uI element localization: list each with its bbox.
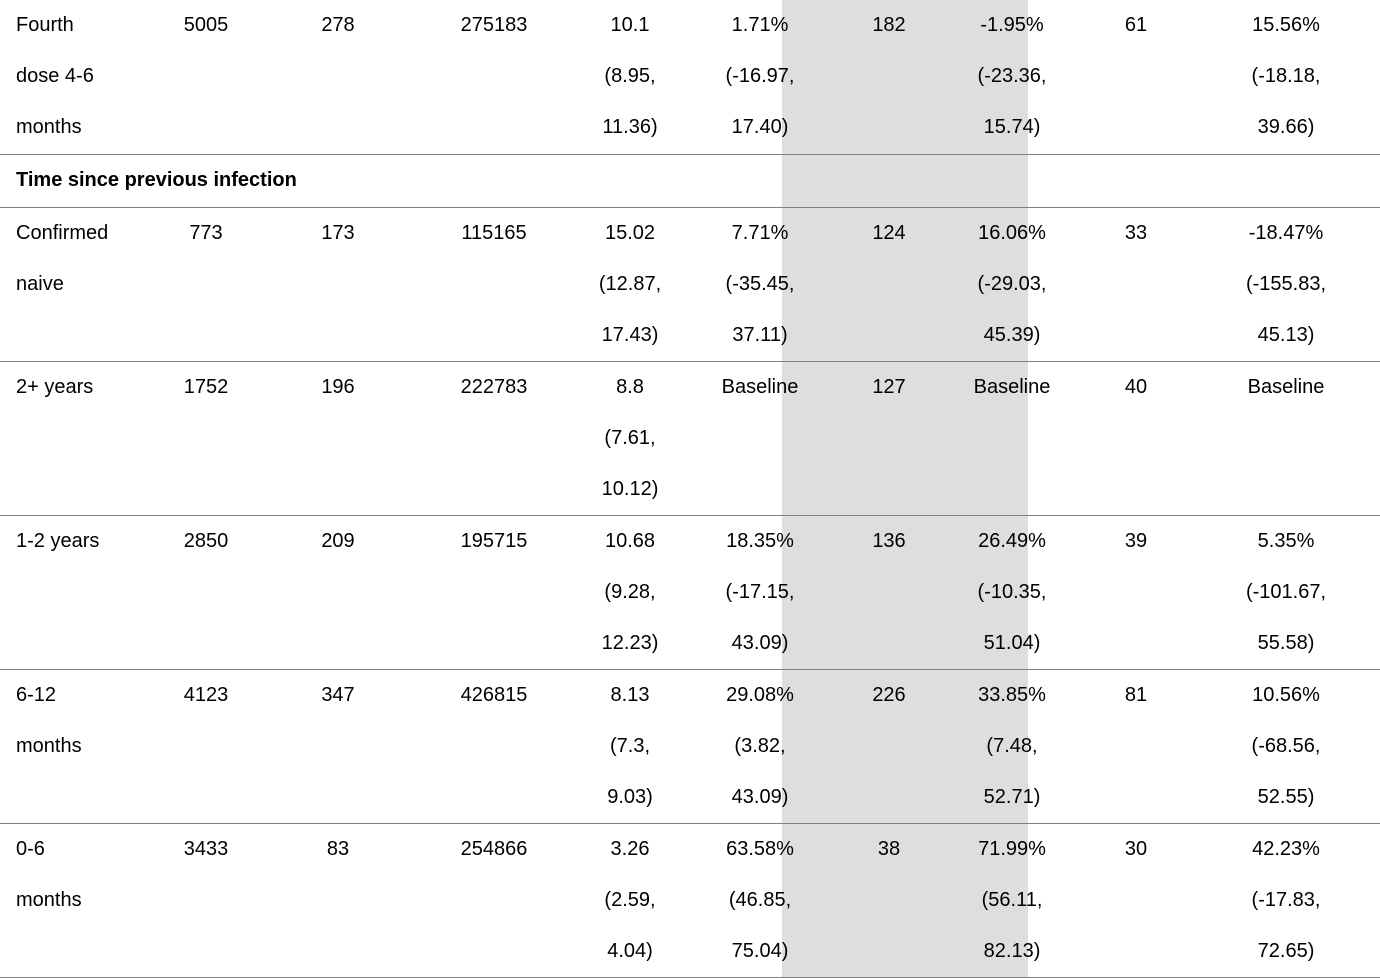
cell-line: 52.55) <box>1257 786 1315 808</box>
cell-line: 18.35% <box>726 530 794 552</box>
cell-line: 173 <box>321 222 355 244</box>
cell-line: months <box>16 116 82 138</box>
value-cell-col9 <box>1192 208 1380 362</box>
cell-line: 75.04) <box>731 940 789 962</box>
cell-line: 2850 <box>183 530 229 552</box>
value-cell-col7 <box>944 0 1080 155</box>
value-cell-col2 <box>262 670 414 824</box>
cell-line: 10.12) <box>601 478 659 500</box>
cell-line: 5.35% <box>1257 530 1315 552</box>
cell-line: naive <box>16 273 64 295</box>
cell-line: 2+ years <box>16 376 94 398</box>
value-cell-col4 <box>574 0 686 155</box>
value-cell-col2 <box>262 362 414 516</box>
value-cell-col7 <box>944 824 1080 978</box>
cell-line: 182 <box>872 14 906 36</box>
value-cell-col4 <box>574 208 686 362</box>
cell-line: 4123 <box>183 684 229 706</box>
cell-line: 81 <box>1124 684 1148 706</box>
cell-line: 5005 <box>183 14 229 36</box>
cell-line: 136 <box>872 530 906 552</box>
row-label-cell <box>0 516 150 670</box>
cell-line: 38 <box>877 838 901 860</box>
cell-line: 1752 <box>183 376 229 398</box>
cell-line: (7.61, <box>604 427 656 449</box>
cell-line: (-18.18, <box>1251 65 1321 87</box>
value-cell-col2 <box>262 516 414 670</box>
cell-line: 15.56% <box>1252 14 1320 36</box>
value-cell-col9 <box>1192 670 1380 824</box>
cell-line: 3.26 <box>610 838 650 860</box>
cell-line: (7.3, <box>609 735 651 757</box>
cell-line: Confirmed <box>16 222 109 244</box>
value-cell-col7 <box>944 362 1080 516</box>
cell-line: 226 <box>872 684 906 706</box>
cell-line: 10.56% <box>1252 684 1320 706</box>
cell-line: 51.04) <box>983 632 1041 654</box>
cell-line: (-155.83, <box>1245 273 1327 295</box>
cell-line: 1-2 years <box>16 530 100 552</box>
cell-line: 45.13) <box>1257 324 1315 346</box>
value-cell-col4 <box>574 362 686 516</box>
cell-line: 45.39) <box>983 324 1041 346</box>
value-cell-col7 <box>944 670 1080 824</box>
cell-line: 8.13 <box>610 684 650 706</box>
cell-line: 82.13) <box>983 940 1041 962</box>
value-cell-col3 <box>414 516 574 670</box>
value-cell-col1 <box>150 516 262 670</box>
cell-line: 426815 <box>460 684 528 706</box>
cell-line: Baseline <box>973 376 1051 398</box>
cell-line: months <box>16 889 82 911</box>
row-label-cell <box>0 362 150 516</box>
value-cell-col6 <box>834 670 944 824</box>
cell-line: 15.02 <box>604 222 656 244</box>
table-row <box>0 208 1380 362</box>
cell-line: 33.85% <box>978 684 1046 706</box>
cell-line: 3433 <box>183 838 229 860</box>
table-row <box>0 0 1380 155</box>
value-cell-col2 <box>262 0 414 155</box>
cell-line: 29.08% <box>726 684 794 706</box>
cell-line: 1.71% <box>731 14 789 36</box>
value-cell-col2 <box>262 824 414 978</box>
cell-line: 40 <box>1124 376 1148 398</box>
cell-line: 72.65) <box>1257 940 1315 962</box>
cell-line: dose 4-6 <box>16 65 94 87</box>
cell-line: 61 <box>1124 14 1148 36</box>
table-row <box>0 824 1380 978</box>
value-cell-col5 <box>686 516 834 670</box>
value-cell-col7 <box>944 208 1080 362</box>
value-cell-col5 <box>686 0 834 155</box>
cell-line: 30 <box>1124 838 1148 860</box>
value-cell-col3 <box>414 208 574 362</box>
cell-line: 17.43) <box>601 324 659 346</box>
cell-line: Fourth <box>16 14 74 36</box>
value-cell-col6 <box>834 0 944 155</box>
cell-line: 124 <box>872 222 906 244</box>
cell-line: 0-6 <box>16 838 45 860</box>
cell-line: (-17.15, <box>725 581 795 603</box>
value-cell-col9 <box>1192 0 1380 155</box>
value-cell-col2 <box>262 208 414 362</box>
cell-line: 16.06% <box>978 222 1046 244</box>
cell-line: 196 <box>321 376 355 398</box>
cell-line: -18.47% <box>1248 222 1324 244</box>
cell-line: (2.59, <box>604 889 656 911</box>
cell-line: (-17.83, <box>1251 889 1321 911</box>
value-cell-col8 <box>1080 0 1192 155</box>
cell-line: 39 <box>1124 530 1148 552</box>
section-title: Time since previous infection <box>16 169 297 191</box>
cell-line: (8.95, <box>604 65 656 87</box>
cell-line: Baseline <box>721 376 799 398</box>
row-label-cell <box>0 824 150 978</box>
value-cell-col5 <box>686 670 834 824</box>
cell-line: -1.95% <box>980 14 1044 36</box>
cell-line: 83 <box>326 838 350 860</box>
cell-line: 115165 <box>461 222 527 244</box>
value-cell-col1 <box>150 0 262 155</box>
cell-line: (56.11, <box>981 889 1043 911</box>
cell-line: (3.82, <box>734 735 786 757</box>
cell-line: 55.58) <box>1257 632 1315 654</box>
cell-line: 39.66) <box>1257 116 1315 138</box>
cell-line: 42.23% <box>1252 838 1320 860</box>
cell-line: (-10.35, <box>977 581 1047 603</box>
cell-line: 10.1 <box>610 14 650 36</box>
value-cell-col8 <box>1080 208 1192 362</box>
cell-line: 12.23) <box>601 632 659 654</box>
cell-line: (-23.36, <box>977 65 1047 87</box>
value-cell-col8 <box>1080 516 1192 670</box>
cell-line: 26.49% <box>978 530 1046 552</box>
value-cell-col1 <box>150 824 262 978</box>
cell-line: 63.58% <box>726 838 794 860</box>
cell-line: 37.11) <box>732 324 788 346</box>
cell-line: 15.74) <box>983 116 1041 138</box>
row-label-cell <box>0 670 150 824</box>
value-cell-col1 <box>150 670 262 824</box>
value-cell-col5 <box>686 824 834 978</box>
cell-line: 9.03) <box>607 786 653 808</box>
cell-line: 8.8 <box>616 376 644 398</box>
cell-line: (-35.45, <box>725 273 795 295</box>
value-cell-col5 <box>686 362 834 516</box>
value-cell-col1 <box>150 362 262 516</box>
cell-line: 222783 <box>460 376 528 398</box>
cell-line: (46.85, <box>728 889 792 911</box>
value-cell-col5 <box>686 208 834 362</box>
cell-line: (12.87, <box>598 273 662 295</box>
row-label-cell <box>0 208 150 362</box>
cell-line: 52.71) <box>983 786 1041 808</box>
table-row <box>0 670 1380 824</box>
cell-line: (-16.97, <box>725 65 795 87</box>
cell-line: 773 <box>189 222 223 244</box>
value-cell-col3 <box>414 0 574 155</box>
cell-line: 278 <box>321 14 355 36</box>
cell-line: 43.09) <box>731 786 789 808</box>
cell-line: (-68.56, <box>1251 735 1321 757</box>
cell-line: 7.71% <box>731 222 789 244</box>
cell-line: 43.09) <box>731 632 789 654</box>
cell-line: 347 <box>321 684 355 706</box>
cell-line: 33 <box>1124 222 1148 244</box>
value-cell-col7 <box>944 516 1080 670</box>
value-cell-col1 <box>150 208 262 362</box>
value-cell-col9 <box>1192 516 1380 670</box>
value-cell-col4 <box>574 516 686 670</box>
value-cell-col9 <box>1192 824 1380 978</box>
value-cell-col3 <box>414 670 574 824</box>
cell-line: 127 <box>872 376 906 398</box>
cell-line: Baseline <box>1247 376 1325 398</box>
cell-line: (9.28, <box>604 581 656 603</box>
cell-line: 209 <box>321 530 355 552</box>
row-label-cell <box>0 0 150 155</box>
value-cell-col3 <box>414 824 574 978</box>
value-cell-col6 <box>834 516 944 670</box>
value-cell-col8 <box>1080 362 1192 516</box>
cell-line: months <box>16 735 82 757</box>
section-header-row <box>0 155 1380 208</box>
cell-line: 10.68 <box>604 530 656 552</box>
cell-line: 195715 <box>460 530 528 552</box>
cell-line: (-101.67, <box>1245 581 1327 603</box>
cell-line: 11.36) <box>602 116 658 138</box>
table-row <box>0 516 1380 670</box>
cell-line: 275183 <box>460 14 528 36</box>
value-cell-col4 <box>574 670 686 824</box>
value-cell-col9 <box>1192 362 1380 516</box>
cell-line: 6-12 <box>16 684 57 706</box>
value-cell-col6 <box>834 362 944 516</box>
cell-line: (-29.03, <box>977 273 1047 295</box>
cell-line: 71.99% <box>978 838 1046 860</box>
value-cell-col3 <box>414 362 574 516</box>
cell-line: 17.40) <box>731 116 789 138</box>
cell-line: (7.48, <box>986 735 1038 757</box>
cell-line: 254866 <box>460 838 528 860</box>
value-cell-col6 <box>834 208 944 362</box>
value-cell-col8 <box>1080 824 1192 978</box>
table-row <box>0 362 1380 516</box>
value-cell-col8 <box>1080 670 1192 824</box>
value-cell-col4 <box>574 824 686 978</box>
cell-line: 4.04) <box>607 940 653 962</box>
value-cell-col6 <box>834 824 944 978</box>
